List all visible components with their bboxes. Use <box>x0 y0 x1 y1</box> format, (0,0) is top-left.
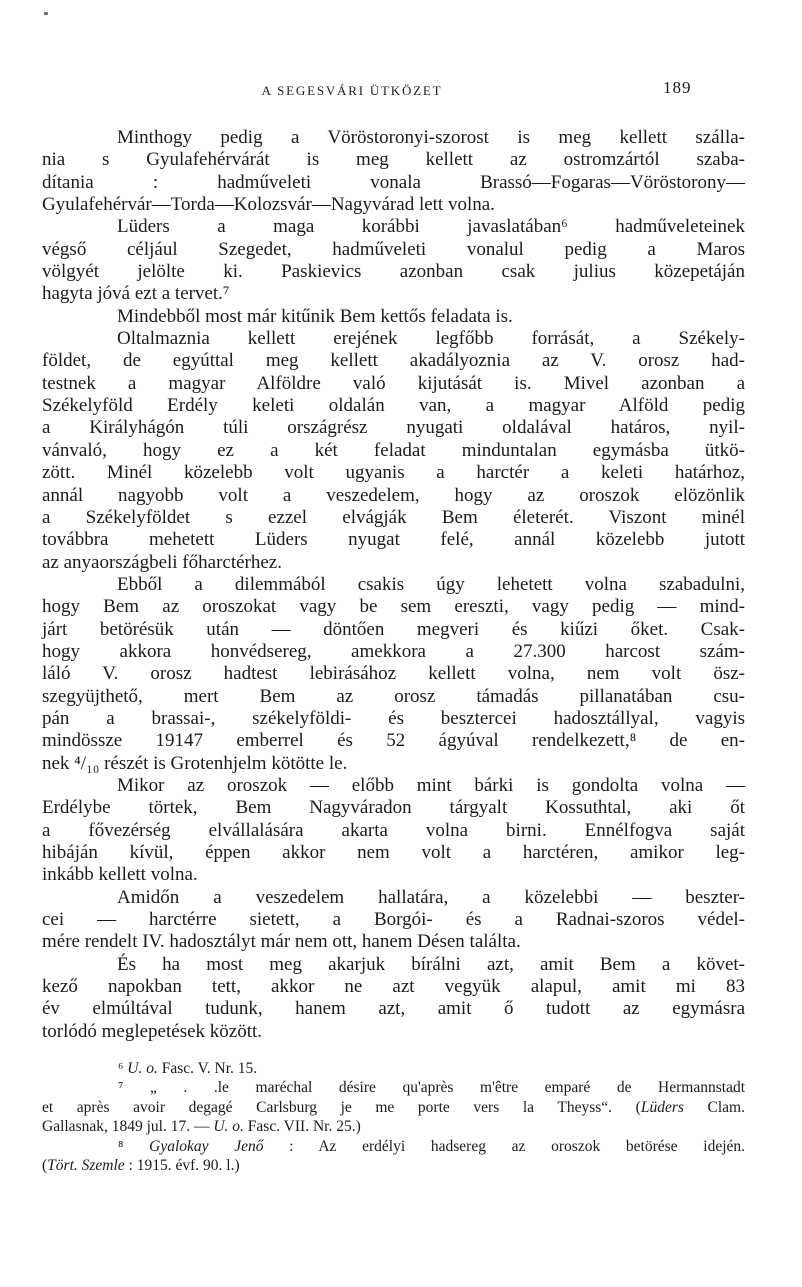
text-line: év elmúltával tudunk, hanem azt, amit ő tudott az egymásra <box>42 998 745 1020</box>
body-paragraph <box>42 127 745 216</box>
text-line: a Székelyföldet s ezzel elvágják Bem életerét. Viszont minél <box>42 506 745 528</box>
body-paragraph <box>42 216 745 305</box>
text-line: végső céljául Szegedet, hadműveleti vonalul pedig a Maros <box>42 238 745 260</box>
text-line: járt betörésük után — döntően megveri és kiűzi őket. Csak- <box>42 618 745 640</box>
text-line: annál nagyobb volt a veszedelem, hogy az oroszok elözönlik <box>42 484 745 506</box>
footnote-line <box>42 1156 745 1175</box>
footnote-text: Clam. <box>683 1098 745 1116</box>
text-line: Minthogy pedig a Vöröstoronyi-szorost is meg kellett szálla- <box>117 127 745 148</box>
footnote-text: ⁸ <box>118 1137 150 1155</box>
text-line: Gyulafehérvár—Torda—Kolozsvár—Nagyvárad lett volna. <box>42 194 495 216</box>
footnote-line <box>42 1117 745 1136</box>
footnote <box>42 1137 745 1176</box>
footnote-line <box>42 1098 745 1117</box>
footnote <box>42 1078 745 1136</box>
footnote-italic-text: U. o. <box>127 1060 158 1077</box>
footnote-text: ⁶ <box>118 1060 128 1077</box>
footnote-text: Gallasnak, 1849 jul. 17. — <box>42 1118 214 1136</box>
text-line: a fővezérség elvállalására akarta volna birni. Ennélfogva saját <box>42 819 745 841</box>
text-line: pán a brassai-, székelyföldi- és besztercei hadosztállyal, vagyis <box>42 707 745 729</box>
footnote-text: ( <box>42 1157 48 1175</box>
text-line: Lüders a maga korábbi javaslatában⁶ hadműveleteinek <box>117 216 745 238</box>
footnote-italic-text: Lüders <box>640 1098 684 1116</box>
body-paragraph <box>42 574 745 775</box>
footnote-text: : Az erdélyi hadsereg az oroszok betörése idején. <box>263 1137 746 1155</box>
body-paragraph <box>42 306 745 328</box>
text-line: nia s Gyulafehérvárát is meg kellett az ostromzártól szaba- <box>42 149 745 171</box>
text-line: mére rendelt IV. hadosztályt már nem ott, hanem Désen találta. <box>42 931 521 953</box>
body-paragraph <box>42 887 745 954</box>
text-line: hogy Bem az oroszokat vagy be sem ereszti, vagy pedig — mind- <box>42 596 745 618</box>
text-line: kező napokban tett, akkor ne azt vegyük alapul, amit mi 83 <box>42 976 745 998</box>
text-line: a Királyhágón túli országrész nyugati oldalával határos, nyil- <box>42 417 745 439</box>
footnote-text: : 1915. évf. 90. l.) <box>124 1157 240 1175</box>
footnote-text: Fasc. V. Nr. 15. <box>157 1060 258 1077</box>
footnote-italic-text: Gyalokay Jenő <box>149 1137 264 1155</box>
footnote-text: et après avoir degagé Carlsburg je me porte vers la Theyss“. ( <box>42 1098 641 1116</box>
footnote-italic-text: U. o. <box>213 1118 244 1136</box>
scan-speck <box>44 12 48 15</box>
text-line: hibáján kívül, éppen akkor nem volt a harctéren, amikor leg- <box>42 842 745 863</box>
text-line: láló V. orosz hadtest lebirásához kellett volna, nem volt ösz- <box>42 663 745 685</box>
text-line: cei — harctérre sietett, a Borgói- és a Radnai-szoros védel- <box>42 909 745 931</box>
text-line: Erdélybe törtek, Bem Nagyváradon tárgyalt Kossuthtal, aki őt <box>42 797 745 819</box>
running-header-title: A SEGESVÁRI ÜTKÖZET <box>261 83 443 98</box>
text-line: völgyét jelölte ki. Paskievics azonban csak julius közepetáján <box>42 261 745 283</box>
text-line: És ha most meg akarjuk bírálni azt, amit Bem a követ- <box>117 953 745 975</box>
footnote-text: ⁷ „ . .le maréchal désire qu'après m'être emparé de Hermannstadt <box>118 1079 745 1097</box>
text-line: zött. Minél közelebb volt ugyanis a harctér a keleti határhoz, <box>42 462 745 484</box>
text-line: dítania : hadműveleti vonala Brassó—Fogaras—Vöröstorony— <box>42 171 745 193</box>
footnotes-block <box>42 1059 745 1175</box>
body-paragraph <box>42 328 745 574</box>
footnote-text: Fasc. VII. Nr. 25.) <box>243 1118 361 1136</box>
text-line: hagyta jóvá ezt a tervet.⁷ <box>42 283 230 305</box>
text-line: földet, de egyúttal meg kellett akadályoznia az V. orosz had- <box>42 350 745 372</box>
text-line: továbbra mehetett Lüders nyugat felé, annál közelebb jutott <box>42 529 745 551</box>
text-line: Amidőn a veszedelem hallatára, a közelebbi — beszter- <box>117 886 745 908</box>
text-line: vánvaló, hogy ez a két feladat minduntalan egymásba ütkö- <box>42 439 745 461</box>
body-text-block <box>42 127 745 1043</box>
footnote <box>42 1059 745 1078</box>
footnote-line <box>42 1059 745 1078</box>
body-paragraph <box>42 775 745 887</box>
page-number: 189 <box>663 78 692 97</box>
text-line: inkább kellett volna. <box>42 864 198 886</box>
text-line: szegyüjthető, mert Bem az orosz támadás pillanatában csu- <box>42 685 745 707</box>
text-line: mindössze 19147 emberrel és 52 ágyúval rendelkezett,⁸ de en- <box>42 730 745 752</box>
footnote-italic-text: Tört. Szemle <box>47 1157 125 1175</box>
text-line: Oltalmaznia kellett erejének legfőbb forrását, a Székely- <box>117 328 745 350</box>
text-line: az anyaországbeli főharctérhez. <box>42 551 282 573</box>
text-line: nek ⁴/₁₀ részét is Grotenhjelm kötötte le. <box>42 752 348 774</box>
text-line: hogy akkora honvédsereg, amekkora a 27.300 harcost szám- <box>42 640 745 662</box>
text-line: Székelyföld Erdély keleti oldalán van, a magyar Alföld pedig <box>42 395 745 417</box>
body-paragraph <box>42 954 745 1043</box>
text-line: Ebből a dilemmából csakis úgy lehetett volna szabadulni, <box>117 573 745 595</box>
text-line: torlódó meglepetések között. <box>42 1020 263 1042</box>
footnote-line <box>42 1137 745 1156</box>
text-line: Mikor az oroszok — előbb mint bárki is gondolta volna — <box>117 774 745 796</box>
text-line: testnek a magyar Alföldre való kijutását is. Mivel azonban a <box>42 372 745 394</box>
footnote-line <box>42 1078 745 1097</box>
text-line: Mindebből most már kitűnik Bem kettős feladata is. <box>117 305 513 327</box>
